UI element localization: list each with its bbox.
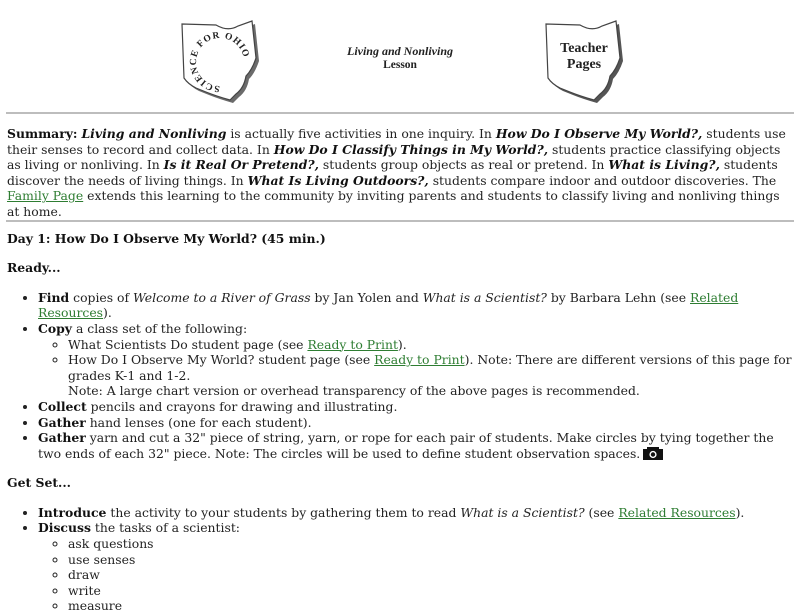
sublist-item: ◦ use senses <box>68 552 800 568</box>
book-title: What is a Scientist? <box>422 289 547 305</box>
get-set-list <box>0 505 800 614</box>
camera-icon[interactable] <box>643 447 663 460</box>
lesson-title <box>300 44 500 72</box>
note: Note: A large chart version or overhead transparency of the above pages is recommended. <box>68 383 640 399</box>
divider <box>6 220 794 222</box>
get-set-heading: Get Set... <box>7 475 71 491</box>
lesson-title-text: Living and Nonliving <box>346 44 453 58</box>
activity-name: How Do I Classify Things in My World?, <box>273 141 549 157</box>
activity-name: How Do I Observe My World?, <box>495 126 703 141</box>
science-for-ohio-logo <box>176 18 272 104</box>
book-title: Welcome to a River of Grass <box>133 289 311 305</box>
list-item: • Gather hand lenses (one for each student). <box>38 415 800 431</box>
svg-text:SCIENCE FOR OHIO: SCIENCE FOR OHIO <box>188 30 251 94</box>
copy-sublist <box>38 337 800 399</box>
summary-label: Summary: <box>7 126 78 141</box>
svg-text:Pages: Pages <box>566 57 602 72</box>
divider <box>6 112 794 114</box>
sublist-item: ◦ draw <box>68 567 800 583</box>
list-item: • Discuss the tasks of a scientist: ◦ ask questions ◦ use senses ◦ draw ◦ write ◦ measure <box>38 520 800 614</box>
sublist-item: ◦ write <box>68 583 800 599</box>
svg-text:Teacher: Teacher <box>560 41 608 56</box>
related-resources-link[interactable]: Related Resources <box>618 504 736 520</box>
related-resources-link[interactable]: Related Resources <box>38 289 739 321</box>
activity-name: What is Living?, <box>608 157 720 173</box>
list-item: • Collect pencils and crayons for drawing and illustrating. <box>38 399 800 415</box>
summary-title: Living and Nonliving <box>81 126 227 141</box>
book-title: What is a Scientist? <box>460 504 585 520</box>
summary-paragraph: Summary: Living and Nonliving is actually five activities in one inquiry. In How Do I Observe My World?, students use their senses to record and collect data. In How Do I Classify Things in My World?, students practice classifying objects as living or nonliving. In Is it Real Or Pretend?, students group objects as real or pretend. In What is Living?, students discover the needs of living things. In What Is Living Outdoors?, students compare indoor and outdoor discoveries. The Family Page extends this learning to the community by inviting parents and students to classify living and nonliving things at home. <box>7 126 786 219</box>
ready-to-print-link[interactable]: Ready to Print <box>307 336 398 352</box>
scientist-tasks-list <box>38 536 800 614</box>
ready-to-print-link[interactable]: Ready to Print <box>374 352 465 368</box>
sublist-item: ◦ ask questions <box>68 536 800 552</box>
lesson-subtitle: Lesson <box>383 59 417 71</box>
list-item: • Introduce the activity to your students by gathering them to read What is a Scientist? (see Related Resources). <box>38 505 800 521</box>
day1-heading: Day 1: How Do I Observe My World? (45 min.) <box>7 230 326 246</box>
sublist-item: ◦ What Scientists Do student page (see Ready to Print). <box>68 337 800 353</box>
ready-heading: Ready... <box>7 260 61 276</box>
page-header <box>0 0 800 112</box>
sublist-item: ◦ measure <box>68 598 800 614</box>
activity-name: What Is Living Outdoors?, <box>247 172 429 188</box>
list-item: • Copy a class set of the following: ◦ What Scientists Do student page (see Ready to Print). ◦ How Do I Observe My World? student page (see Ready to Print). Note: There are different versions of this page for grades K-1 and 1-2. Note: A large chart version or overhead transparency of the above pages is recommended. <box>38 321 800 399</box>
teacher-pages-logo <box>540 18 636 104</box>
list-item: • Find copies of Welcome to a River of Grass by Jan Yolen and What is a Scientist? by Barbara Lehn (see Related Resources). <box>38 290 800 321</box>
ready-list <box>0 290 800 462</box>
list-item: • Gather yarn and cut a 32" piece of string, yarn, or rope for each pair of students. Make circles by tying together the two ends of each 32" piece. Note: The circles will be used to define student observation spaces. <box>38 430 800 461</box>
activity-name: Is it Real Or Pretend?, <box>163 157 319 173</box>
family-page-link[interactable]: Family Page <box>7 188 84 204</box>
sublist-item: ◦ How Do I Observe My World? student page (see Ready to Print). Note: There are different versions of this page for grades K-1 and 1-2. Note: A large chart version or overhead transparency of the above pages is recommended. <box>68 352 800 399</box>
